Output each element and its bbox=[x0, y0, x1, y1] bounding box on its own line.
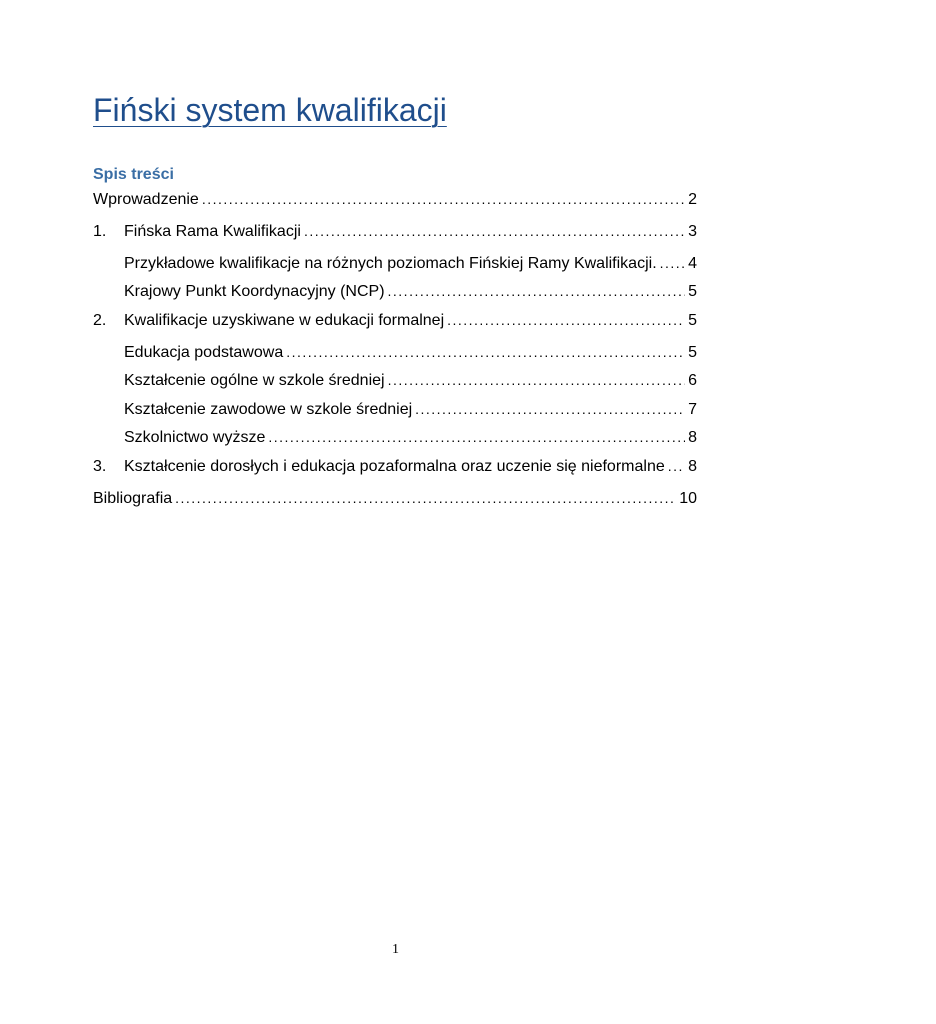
toc-leader-dots bbox=[447, 312, 685, 330]
toc-entry-number: 2. bbox=[93, 312, 107, 329]
toc-leader-dots bbox=[388, 283, 686, 301]
toc-entry-section-3[interactable] bbox=[93, 458, 697, 480]
toc-entry-text: Kształcenie zawodowe w szkole średniej bbox=[124, 401, 413, 418]
toc-entry-page: 5 bbox=[688, 344, 697, 361]
toc-entry-text: Kwalifikacje uzyskiwane w edukacji formalnej bbox=[124, 312, 445, 329]
toc-entry-vocational-secondary[interactable] bbox=[124, 401, 697, 423]
toc-entry-page: 8 bbox=[688, 429, 697, 446]
toc-entry-text: Krajowy Punkt Koordynacyjny (NCP) bbox=[124, 283, 385, 300]
toc-entry-section-1[interactable] bbox=[93, 223, 697, 245]
page-number: 1 bbox=[392, 942, 399, 957]
toc-leader-dots bbox=[286, 344, 685, 362]
toc-leader-dots bbox=[304, 223, 685, 241]
toc-entry-ncp[interactable] bbox=[124, 283, 697, 305]
toc-leader-dots bbox=[388, 372, 686, 390]
document-title: Fiński system kwalifikacji bbox=[93, 92, 447, 128]
toc-entry-page: 6 bbox=[688, 372, 697, 389]
toc-leader-dots bbox=[660, 255, 685, 273]
toc-entry-page: 7 bbox=[688, 401, 697, 418]
toc-entry-higher-education[interactable] bbox=[124, 429, 697, 451]
toc-leader-dots bbox=[268, 429, 685, 447]
toc-entry-basic-education[interactable] bbox=[124, 344, 697, 366]
toc-entry-page: 4 bbox=[688, 255, 697, 272]
toc-leader-dots bbox=[202, 191, 685, 209]
toc-entry-page: 3 bbox=[688, 223, 697, 240]
toc-entry-text: Kształcenie ogólne w szkole średniej bbox=[124, 372, 385, 389]
toc-entry-introduction[interactable] bbox=[93, 191, 697, 213]
toc-entry-page: 2 bbox=[688, 191, 697, 208]
toc-entry-number: 3. bbox=[93, 458, 107, 475]
toc-entry-text: Kształcenie dorosłych i edukacja pozaformalna oraz uczenie się nieformalne bbox=[124, 458, 665, 475]
toc-entry-bibliography[interactable] bbox=[93, 490, 697, 512]
toc-entry-text: Przykładowe kwalifikacje na różnych poziomach Fińskiej Ramy Kwalifikacji. bbox=[124, 255, 657, 272]
toc-leader-dots bbox=[175, 490, 676, 508]
toc-entry-general-secondary[interactable] bbox=[124, 372, 697, 394]
toc-entry-page: 5 bbox=[688, 283, 697, 300]
toc-entry-text: Fińska Rama Kwalifikacji bbox=[124, 223, 301, 240]
toc-entry-text: Szkolnictwo wyższe bbox=[124, 429, 266, 446]
toc-heading: Spis treści bbox=[93, 166, 174, 183]
toc-entry-section-2[interactable] bbox=[93, 312, 697, 334]
toc-leader-dots bbox=[415, 401, 685, 419]
toc-entry-page: 5 bbox=[688, 312, 697, 329]
toc-entry-page: 10 bbox=[679, 490, 697, 507]
toc-entry-text: Bibliografia bbox=[93, 490, 173, 507]
toc-entry-number: 1. bbox=[93, 223, 107, 240]
toc-leader-dots bbox=[668, 458, 685, 476]
toc-entry-text: Edukacja podstawowa bbox=[124, 344, 284, 361]
toc-entry-page: 8 bbox=[688, 458, 697, 475]
toc-entry-text: Wprowadzenie bbox=[93, 191, 199, 208]
toc-entry-example-qualifications[interactable] bbox=[124, 255, 697, 277]
